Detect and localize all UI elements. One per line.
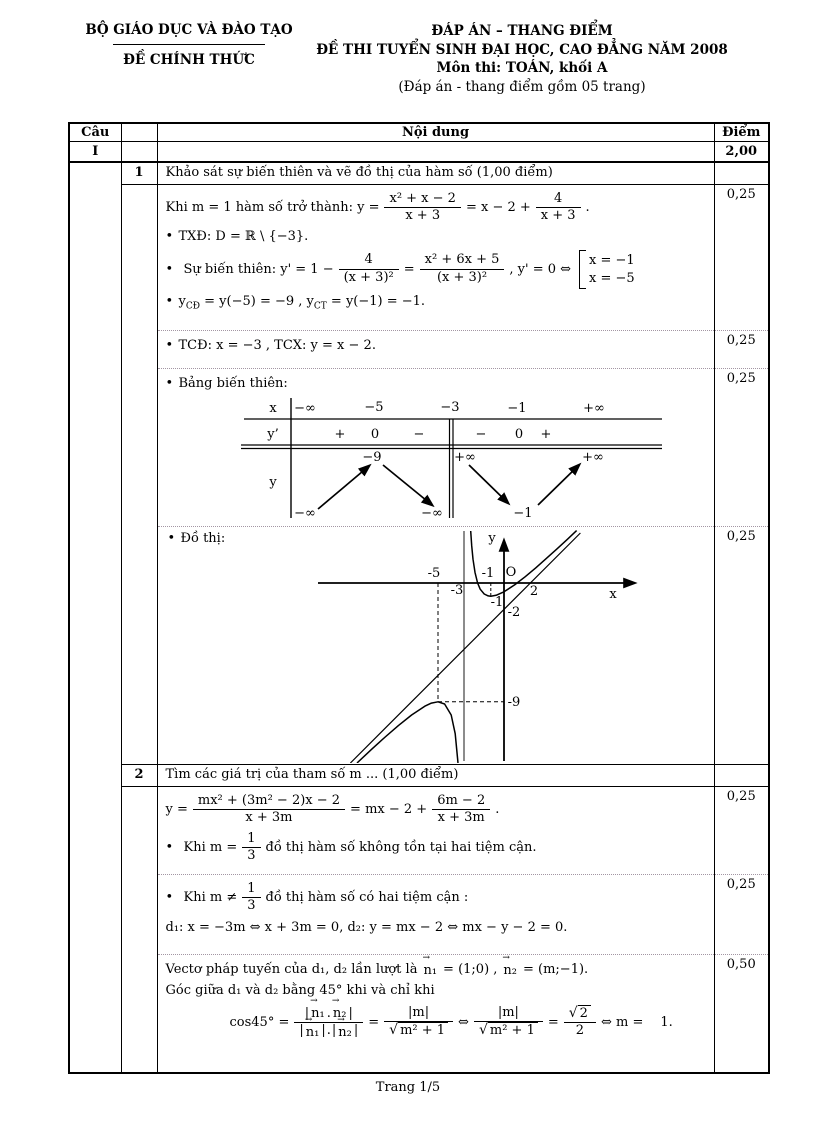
empty-cell [121,142,157,163]
y-axis-label: y [487,531,496,547]
fraction [564,1005,596,1040]
extrema-line [166,293,706,313]
bbt-sign: − [413,427,424,443]
cosine-equation-line [230,1004,706,1042]
formula-text: Khi m ≠ [183,890,238,906]
denominator [384,1022,453,1039]
denominator: x + 3 [405,207,441,223]
radicand: m² + 1 [488,1022,538,1039]
numerator: |m| [384,1005,453,1022]
empty-cell [714,765,769,787]
part2-title: Tìm các giá trị của tham số m ... (1,00 điểm) [157,765,714,787]
numerator: x² + 6x + 5 [420,252,505,269]
formula-text: = (m;−1). [523,962,589,978]
case-m-equals-line [166,831,706,865]
origin-label: O [505,565,516,581]
fraction [384,191,460,225]
col-header-noidung: Nội dung [157,123,714,142]
bullet-icon: • [165,839,174,855]
bbt-y-value: −9 [361,450,382,466]
formula-text: = y(−5) = −9 , y [200,293,314,309]
denominator: (x + 3)² [436,269,488,285]
tick-label-minus1-bottom: -1 [490,595,503,611]
tick-label-2: 2 [529,584,538,600]
answer-key-title: ĐÁP ÁN – THANG ĐIỂM [431,23,613,39]
part2-seg1-row [69,787,769,875]
asymptote-text: TCĐ: x = −3 , TCX: y = x − 2. [178,337,376,353]
part2-seg3-content [157,955,714,1073]
fraction [474,1005,543,1040]
formula-text: Sự biến thiên: y' = 1 − [183,261,334,277]
formula-line [166,191,706,225]
vector-n1: → n₁ [310,1004,326,1022]
part-number: 2 [121,765,157,787]
asymptote-equations-line: d₁: x = −3m ⇔ x + 3m = 0, d₂: y = mx − 2 ⇔ mx − y − 2 = 0. [165,919,568,935]
denominator: (x + 3)² [343,269,394,285]
part2-seg1-content [157,787,714,875]
tick-label-minus5: -5 [427,566,440,582]
fraction [294,1004,363,1042]
radical-sign: √ [478,1022,488,1039]
empty-cell [714,162,769,184]
bullet-icon: • [165,337,174,353]
abs-bar: | [304,1005,310,1021]
label-text: Bảng biến thiên: [178,375,288,391]
function-graph [158,527,713,763]
header-left [76,22,302,69]
iff-sign: ⇔ [458,1014,469,1030]
score-cell: 0,25 [714,527,769,765]
score-cell: 0,25 [714,875,769,955]
case-line: x = −1 [589,252,635,268]
equals-sign: = [368,1014,380,1030]
bbt-yprime-label: y’ [266,427,279,443]
domain-text: TXĐ: D = ℝ \ {−3}. [178,229,309,244]
bbt-y-value: +∞ [581,450,604,466]
bullet-icon: • [165,890,174,906]
square-root [479,1022,538,1039]
bullet-icon: • [165,293,174,309]
radicand: 2 [578,1005,591,1022]
col-header-diem: Điểm [714,123,769,142]
dot-product: . [326,1005,331,1021]
table-header-row [69,123,769,142]
case-line: x = −5 [589,270,635,286]
oblique-asymptote [350,533,580,763]
formula-text: . [585,199,590,215]
fraction [193,793,345,827]
empty-cell [157,142,714,163]
part2-title-row [69,765,769,787]
part1-seg3-row [69,368,769,527]
subscript: CT [313,301,327,312]
part2-seg2-content [157,875,714,955]
score-cell: 0,50 [714,955,769,1073]
col-header-cau: Câu [69,123,121,142]
denominator [474,1022,543,1039]
sub-column-cell [121,184,157,765]
formula-text: . [495,802,500,818]
bbt-sign: 0 [370,427,379,443]
bullet-icon: • [165,375,174,391]
part1-seg2-content [157,330,714,368]
asymptote-line [166,337,706,355]
formula-text: = y(−1) = −1. [326,293,426,309]
angle-condition-line: Góc giữa d₁ và d₂ bằng 45° khi và chỉ khi [165,983,435,999]
part2-seg3-row [69,955,769,1073]
domain-line [166,228,706,246]
x-axis-label: x [608,587,617,603]
bbt-sign: + [334,427,345,443]
equals-sign: = [403,261,415,277]
part1-seg4-content [157,527,714,765]
bbt-arrow-down [469,465,508,503]
statement-text: Vectơ pháp tuyến của d₁, d₂ lần lượt là [165,962,418,978]
part1-seg3-content [157,368,714,527]
bbt-x-value: −∞ [293,401,316,417]
conclusion-text: ⇔ m = [600,1014,644,1030]
variation-table-wrap [236,396,706,524]
fraction [432,793,490,827]
fraction [242,881,260,915]
curve-right-branch [470,531,576,600]
fraction [339,252,399,286]
graph-label [168,531,226,546]
tick-label-minus9: -9 [507,695,520,711]
formula-text: y [178,293,186,309]
numerator: 6m − 2 [432,793,490,810]
radical-sign: √ [389,1022,399,1039]
bbt-y-value: −1 [512,506,533,521]
numerator: 1 [242,881,260,898]
numerator: 4 [339,252,399,269]
fraction [384,1005,453,1040]
header-divider [113,44,265,45]
part1-seg4-row [69,527,769,765]
vector-n2: → n₂ [502,961,518,978]
denominator: 2 [575,1023,584,1039]
statement-text: đồ thị hàm số không tồn tại hai tiệm cận. [265,839,537,855]
part1-seg1-content [157,184,714,330]
vector-n2: → n₂ [332,1004,348,1022]
page-number: Trang 1/5 [375,1080,441,1095]
radicand: m² + 1 [398,1022,448,1039]
tick-label-minus3: -3 [450,583,463,599]
curve-left-branch [357,702,458,763]
formula-text: = x − 2 + [465,199,531,215]
question-total-points: 2,00 [714,142,769,163]
score-cell: 0,25 [714,368,769,527]
page-count-note: (Đáp án - thang điểm gồm 05 trang) [398,78,646,95]
normal-vectors-line [166,961,706,978]
fraction [420,252,505,286]
bbt-sign: 0 [514,427,523,443]
score-cell: 0,25 [714,787,769,875]
bbt-y-label: y [268,475,277,491]
tick-label-minus2: -2 [507,605,520,621]
formula-text: = (1;0) , [443,962,498,978]
variation-table-label [166,375,706,393]
bbt-x-value: −5 [363,400,384,416]
question-I-row [69,142,769,163]
col-header-sub [121,123,157,142]
denominator: x + 3m [437,810,485,826]
bullet-icon: • [165,261,174,277]
part1-seg2-row [69,330,769,368]
part1-seg1-row [69,184,769,330]
bullet-icon: • [165,229,174,244]
subject-title: Môn thi: TOÁN, khối A [436,60,608,77]
denominator: x + 3m [245,810,293,826]
bbt-arrow-down [383,465,432,505]
formula-text: y = [165,802,188,818]
square-root [389,1022,448,1039]
denominator: 3 [247,898,256,914]
fraction [242,831,260,865]
numerator: 1 [242,831,260,848]
bbt-x-value: −3 [439,400,460,416]
question-column-cell [69,162,121,1073]
vector-n1: → n₁ [422,961,438,978]
ministry-name: BỘ GIÁO DỤC VÀ ĐÀO TẠO [85,22,293,38]
formula-text: Khi m = 1 hàm số trở thành: y = [165,199,380,215]
square-root [569,1005,591,1022]
solution-cases [579,250,635,289]
case-m-not-equals-line [166,881,706,915]
denominator: 3 [247,847,256,863]
radical-sign: √ [568,1005,578,1022]
abs-bar: | [353,1022,359,1038]
bbt-arrow-up [318,466,369,509]
part1-title-row [69,162,769,184]
tick-label-minus1-top: -1 [481,566,494,582]
bbt-y-value: +∞ [453,450,476,466]
variation-table [236,396,666,520]
bullet-icon: • [167,531,176,547]
formula-text: cos45° = [229,1014,290,1030]
sub-column-cell [121,787,157,1073]
formula-text: = mx − 2 + [350,802,428,818]
bbt-arrow-up [538,465,579,505]
derivative-line [166,250,706,289]
bbt-sign: + [540,427,551,443]
denominator [294,1023,363,1041]
vector-n2: → n₂ [337,1023,353,1041]
part1-title: Khảo sát sự biến thiên và vẽ đồ thị của hàm số (1,00 điểm) [157,162,714,184]
bbt-x-value: +∞ [582,401,605,417]
denominator: x + 3 [540,207,576,223]
header-right [296,22,748,97]
numerator: x² + x − 2 [384,191,460,208]
conclusion-value: 1. [660,1014,673,1030]
score-cell: 0,25 [714,184,769,330]
question-number: I [69,142,121,163]
numerator: mx² + (3m² − 2)x − 2 [193,793,345,810]
abs-bar: | [348,1005,353,1021]
answer-table [68,122,770,1074]
formula-text: , y' = 0 ⇔ [509,261,572,277]
bbt-sign: − [475,427,486,443]
fraction [536,191,581,225]
bbt-x-label: x [268,401,277,417]
score-cell: 0,25 [714,330,769,368]
part2-seg2-row [69,875,769,955]
label-text: Đồ thị: [180,531,226,547]
abs-bar: | [331,1022,337,1038]
abs-bar: | [299,1022,304,1038]
formula-line [166,793,706,827]
numerator: 4 [536,191,581,208]
numerator [564,1005,596,1023]
bbt-x-value: −1 [506,401,527,417]
exam-title: ĐỀ THI TUYỂN SINH ĐẠI HỌC, CAO ĐẲNG NĂM 2008 [316,41,728,58]
part-number: 1 [121,162,157,184]
dot-product: . [326,1022,331,1038]
abs-bar: | [321,1022,326,1038]
bbt-y-value: −∞ [420,506,443,521]
statement-text: đồ thị hàm số có hai tiệm cận : [265,890,469,906]
bbt-y-value: −∞ [293,506,316,521]
equals-sign: = [547,1014,559,1030]
vector-n1: → n₁ [305,1023,321,1041]
numerator: |m| [474,1005,543,1022]
official-exam-label: ĐỀ CHÍNH THỨC [123,51,255,68]
subscript: CĐ [185,301,201,312]
formula-text: Khi m = [183,839,238,855]
